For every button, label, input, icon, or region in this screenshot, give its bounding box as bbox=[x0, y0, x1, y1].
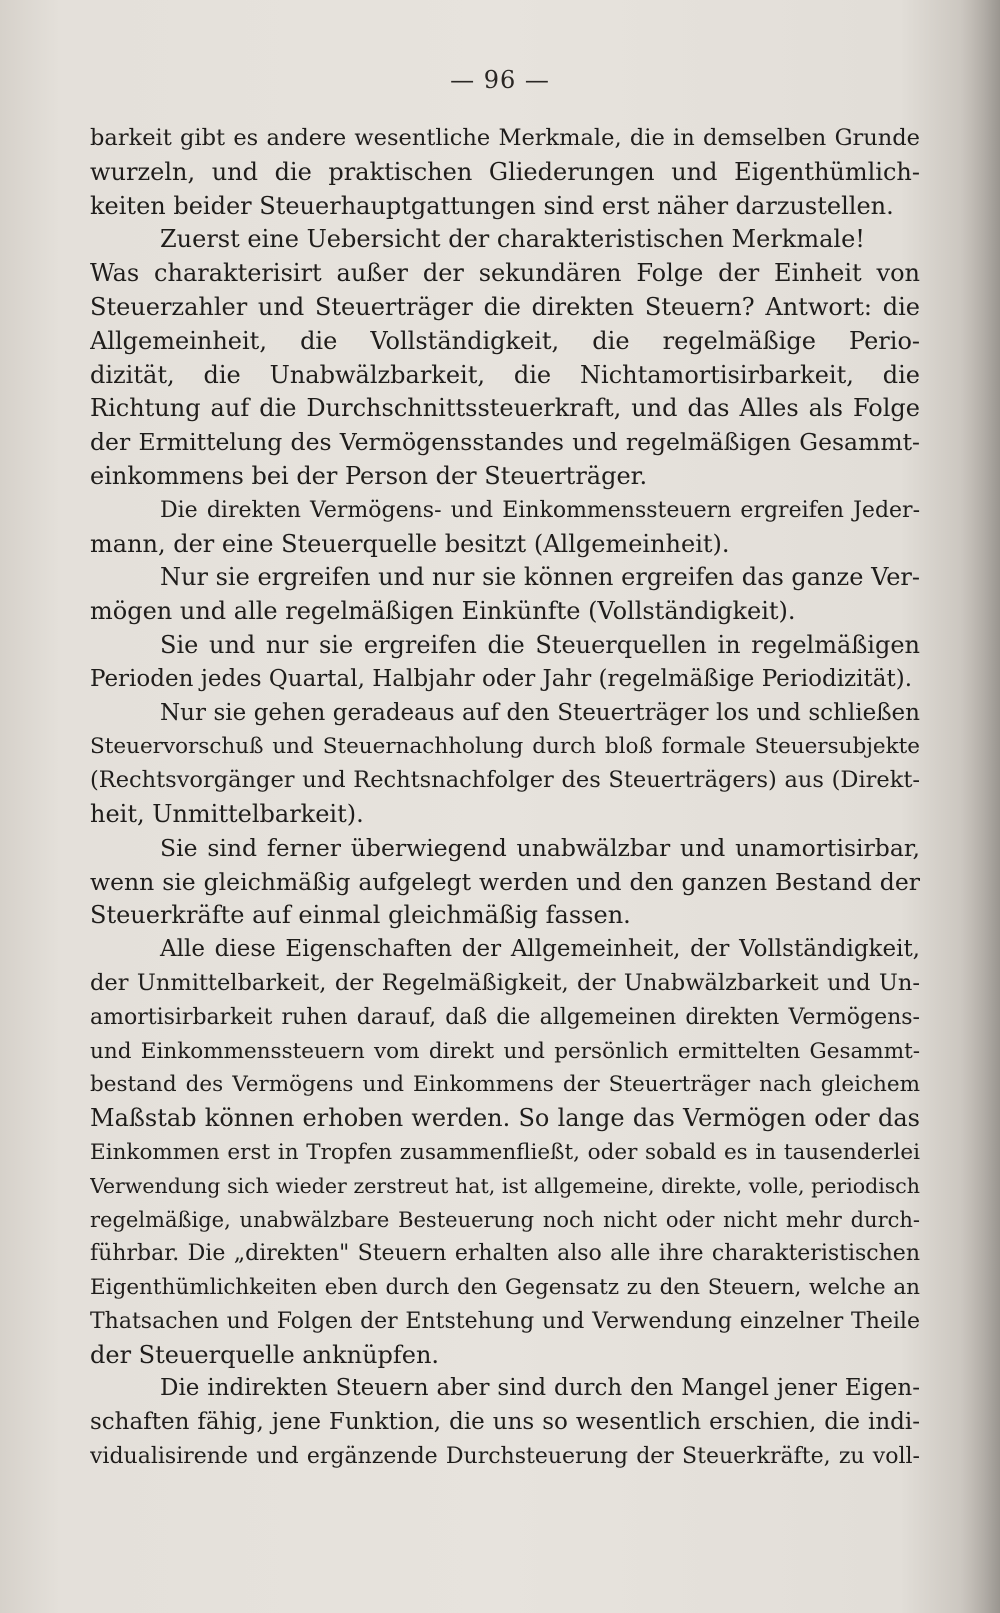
text-line: der Steuerquelle anknüpfen. bbox=[90, 1340, 440, 1369]
text-line: Eigenthümlichkeiten eben durch den Gegensatz zu den Steuern, welche an bbox=[90, 1275, 920, 1301]
text-line: mögen und alle regelmäßigen Einkünfte (Vollständigkeit). bbox=[90, 597, 796, 626]
text-line: der Unmittelbarkeit, der Regelmäßigkeit, der Unabwälzbarkeit und Un- bbox=[90, 969, 920, 996]
text-line: Zuerst eine Uebersicht der charakteristischen Merkmale! bbox=[160, 225, 865, 254]
text-line: (Rechtsvorgänger und Rechtsnachfolger des Steuerträgers) aus (Direkt- bbox=[90, 767, 920, 794]
page-body-text bbox=[90, 122, 920, 1474]
text-line: Perioden jedes Quartal, Halbjahr oder Jahr (regelmäßige Periodizität). bbox=[90, 665, 913, 692]
text-line: heit, Unmittelbarkeit). bbox=[90, 799, 364, 828]
text-line: der Ermittelung des Vermögensstandes und regelmäßigen Gesammt- bbox=[90, 428, 920, 457]
text-line: Steuerkräfte auf einmal gleichmäßig fassen. bbox=[90, 901, 631, 930]
text-line: barkeit gibt es andere wesentliche Merkmale, die in demselben Grunde bbox=[90, 125, 920, 151]
text-line: Sie und nur sie ergreifen die Steuerquellen in regelmäßigen bbox=[160, 630, 920, 659]
text-line: Die indirekten Steuern aber sind durch den Mangel jener Eigen- bbox=[160, 1375, 920, 1402]
text-line: Alle diese Eigenschaften der Allgemeinheit, der Vollständigkeit, bbox=[160, 936, 920, 963]
text-line: einkommens bei der Person der Steuerträger. bbox=[90, 461, 648, 490]
text-line: mann, der eine Steuerquelle besitzt (Allgemeinheit). bbox=[90, 529, 730, 558]
page-number: — 96 — bbox=[450, 66, 550, 94]
text-line: Was charakterisirt außer der sekundären Folge der Einheit von bbox=[90, 259, 920, 288]
page-edge-shadow bbox=[960, 0, 1000, 1613]
text-line: amortisirbarkeit ruhen darauf, daß die allgemeinen direkten Vermögens- bbox=[90, 1004, 920, 1030]
text-line: Steuerzahler und Steuerträger die direkten Steuern? Antwort: die bbox=[90, 292, 920, 321]
text-line: wurzeln, und die praktischen Gliederungen und Eigenthümlich- bbox=[90, 157, 920, 186]
text-line: und Einkommenssteuern vom direkt und persönlich ermittelten Gesammt- bbox=[90, 1038, 920, 1064]
text-line: Sie sind ferner überwiegend unabwälzbar und unamortisirbar, bbox=[160, 833, 920, 862]
text-line: Einkommen erst in Tropfen zusammenfließt, oder sobald es in tausenderlei bbox=[90, 1139, 920, 1165]
text-line: bestand des Vermögens und Einkommens der Steuerträger nach gleichem bbox=[90, 1072, 920, 1098]
text-line: dizität, die Unabwälzbarkeit, die Nichtamortisirbarkeit, die bbox=[90, 360, 920, 389]
text-line: Nur sie gehen geradeaus auf den Steuerträger los und schließen bbox=[160, 699, 920, 726]
text-line: regelmäßige, unabwälzbare Besteuerung noch nicht oder nicht mehr durch- bbox=[90, 1207, 920, 1232]
text-line: Die direkten Vermögens- und Einkommenssteuern ergreifen Jeder- bbox=[160, 497, 920, 523]
text-line: keiten beider Steuerhauptgattungen sind erst näher darzustellen. bbox=[90, 191, 894, 220]
text-line: Nur sie ergreifen und nur sie können ergreifen das ganze Ver- bbox=[160, 563, 920, 592]
text-line: Allgemeinheit, die Vollständigkeit, die regelmäßige Perio- bbox=[90, 326, 920, 355]
text-line: Steuervorschuß und Steuernachholung durch bloß formale Steuersubjekte bbox=[90, 734, 920, 760]
text-line: Verwendung sich wieder zerstreut hat, ist allgemeine, direkte, volle, periodisch bbox=[90, 1173, 920, 1198]
text-line: schaften fähig, jene Funktion, die uns so wesentlich erschien, die indi- bbox=[90, 1409, 920, 1436]
text-line: führbar. Die „direkten" Steuern erhalten also alle ihre charakteristischen bbox=[90, 1241, 920, 1267]
text-line: Richtung auf die Durchschnittssteuerkraft, und das Alles als Folge bbox=[90, 394, 920, 423]
text-line: wenn sie gleichmäßig aufgelegt werden und den ganzen Bestand der bbox=[90, 867, 920, 896]
text-line: Maßstab können erhoben werden. So lange das Vermögen oder das bbox=[90, 1104, 920, 1133]
text-line: Thatsachen und Folgen der Entstehung und Verwendung einzelner Theile bbox=[90, 1308, 920, 1334]
text-line: vidualisirende und ergänzende Durchsteuerung der Steuerkräfte, zu voll- bbox=[90, 1444, 920, 1470]
